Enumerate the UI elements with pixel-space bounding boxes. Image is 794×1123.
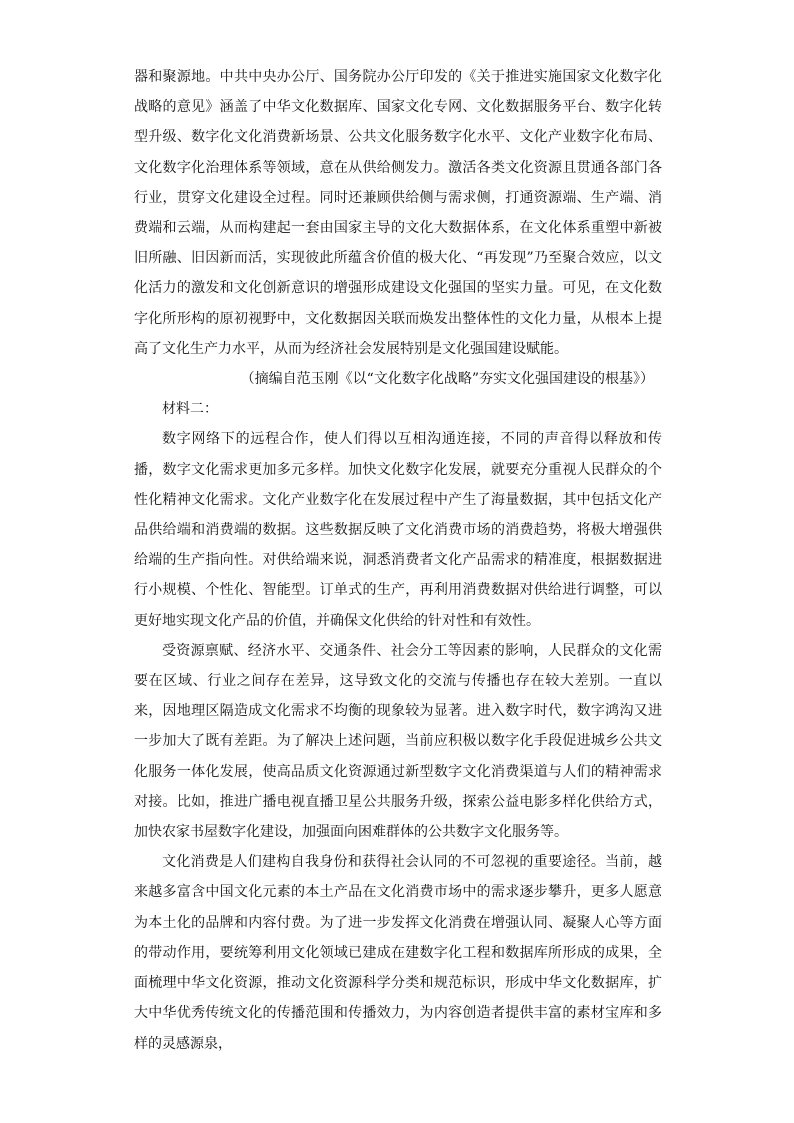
material1-tail-paragraph: 器和聚源地。中共中央办公厅、国务院办公厅印发的《关于推进实施国家文化数字化战略的意见》涵盖了中华文化数据库、国家文化专网、文化数据服务平台、数字化转型升级、数字化文化消费新场景、公共文化服务数字化水平、文化产业数字化布局、文化数字化治理体系等领域，意在从供给侧发力。激活各类文化资源且贯通各部门各行业，贯穿文化建设全过程。同时还兼顾供给侧与需求侧，打通资源端、生产端、消费端和云端，从而构建起一套由国家主导的文化大数据体系，在文化体系重塑中新被旧所融、旧因新而活，实现彼此所蕴含价值的极大化、“再发现”乃至聚合效应，以文化活力的激发和文化创新意识的增强形成建设文化强国的坚实力量。可见，在文化数字化所形构的原初视野中，文化数据因关联而焕发出整体性的文化力量，从根本上提高了文化生产力水平，从而为经济社会发展特别是文化强国建设赋能。 xyxy=(134,69,662,357)
body-paragraph-1: 数字网络下的远程合作，使人们得以互相沟通连接，不同的声音得以释放和传播，数字文化需求更加多元多样。加快文化数字化发展，就要充分重视人民群众的个性化精神文化需求。文化产业数字化在发展过程中产生了海量数据，其中包括文化产品供给端和消费端的数据。这些数据反映了文化消费市场的消费趋势，将极大增强供给端的生产指向性。对供给端来说，洞悉消费者文化产品需求的精准度，根据数据进行小规模、个性化、智能型。订单式的生产，再利用消费数据对供给进行调整，可以更好地实现文化产品的价值，并确保文化供给的针对性和有效性。 xyxy=(134,431,662,629)
source-note: （摘编自范玉刚《以“文化数字化战略”夯实文化强国建设的根基》） xyxy=(240,371,654,388)
body-paragraph-2: 受资源禀赋、经济水平、交通条件、社会分工等因素的影响，人民群众的文化需要在区域、行业之间存在差异，这导致文化的交流与传播也存在较大差别。一直以来，因地理区隔造成文化需求不均衡的现象较为显著。进入数字时代，数字鸿沟又进一步加大了既有差距。为了解决上述问题，当前应积极以数字化手段促进城乡公共文化服务一体化发展，使高品质文化资源通过新型数字文化消费渠道与人们的精神需求对接。比如，推进广播电视直播卫星公共服务升级，探索公益电影多样化供给方式，加快农家书屋数字化建设，加强面向困难群体的公共数字文化服务等。 xyxy=(134,642,662,841)
material2-label: 材料二： xyxy=(162,401,218,418)
body-paragraph-3: 文化消费是人们建构自我身份和获得社会认同的不可忽视的重要途径。当前，越来越多富含中国文化元素的本土产品在文化消费市场中的需求逐步攀升，更多人愿意为本土化的品牌和内容付费。为了进一步发挥文化消费在增强认同、凝聚人心等方面的带动作用，要统筹利用文化领域已建成在建数字化工程和数据库所形成的成果，全面梳理中华文化资源，推动文化资源科学分类和规范标识，形成中华文化数据库，扩大中华优秀传统文化的传播范围和传播效力，为内容创造者提供丰富的素材宝库和多样的灵感源泉， xyxy=(134,854,662,1052)
